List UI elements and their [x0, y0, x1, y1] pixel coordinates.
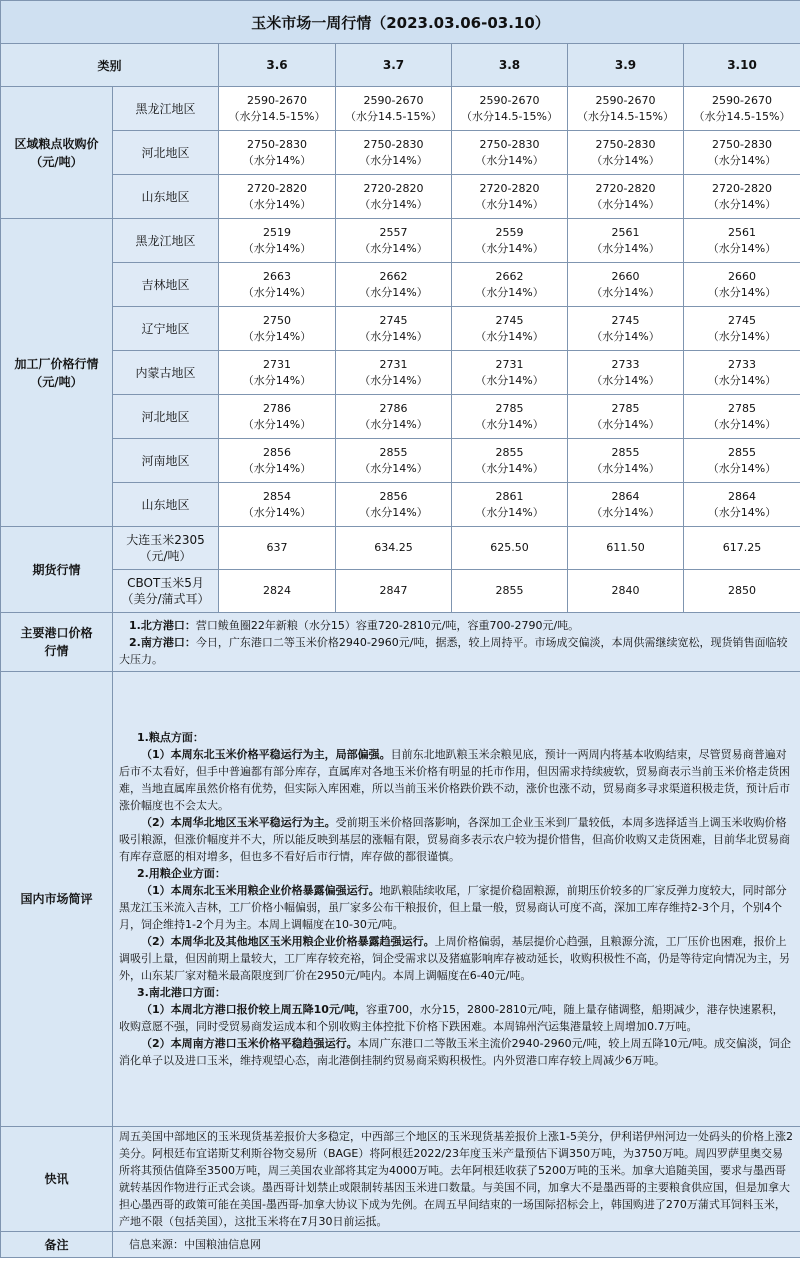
region-name: 山东地区: [113, 175, 219, 219]
price-cell: [336, 307, 452, 351]
price-cell: [336, 219, 452, 263]
contract-name-line: （美分/蒲式耳）: [121, 592, 210, 606]
moisture-note: （水分14%）: [591, 329, 660, 343]
price-value: 2786: [379, 401, 408, 415]
price-value: 2561: [728, 225, 756, 239]
futures-value: 611.50: [568, 527, 684, 570]
section-label-line: 主要港口价格: [20, 626, 93, 640]
contract-name: [113, 527, 219, 570]
futures-value: 2850: [684, 570, 800, 613]
commentary-paragraph: [119, 1035, 794, 1069]
price-cell: [452, 307, 568, 351]
price-cell: [684, 351, 800, 395]
price-cell: [684, 219, 800, 263]
moisture-note: （水分14%）: [591, 417, 660, 431]
news-row: [1, 1127, 800, 1232]
moisture-note: （水分14%）: [707, 461, 777, 475]
moisture-note: （水分14%）: [707, 417, 777, 431]
price-value: 2750-2830: [479, 137, 540, 151]
commentary-paragraph: [119, 814, 794, 865]
price-value: 2731: [495, 357, 524, 371]
price-value: 2559: [495, 225, 524, 239]
price-cell: [568, 351, 684, 395]
price-cell: [336, 175, 452, 219]
moisture-note: （水分14%）: [242, 241, 312, 255]
paragraph-lead: （2）本周南方港口玉米价格平稳趋强运行。: [141, 1037, 358, 1050]
region-name: 吉林地区: [113, 263, 219, 307]
futures-label: 期货行情: [1, 527, 113, 613]
moisture-note: （水分14%）: [242, 505, 312, 519]
price-value: 2660: [728, 269, 756, 283]
price-cell: [568, 175, 684, 219]
header-date: 3.7: [336, 44, 452, 87]
price-cell: [336, 87, 452, 131]
price-value: 2861: [495, 489, 524, 503]
section-label-line: 加工厂价格行情: [14, 356, 99, 371]
price-value: 2590-2670: [247, 93, 307, 107]
price-cell: [568, 483, 684, 527]
moisture-note: （水分14%）: [707, 153, 777, 167]
moisture-note: （水分14%）: [475, 373, 544, 387]
price-value: 2786: [263, 401, 291, 415]
price-cell: [684, 263, 800, 307]
commentary-paragraph: [119, 882, 794, 933]
price-cell: [336, 351, 452, 395]
price-cell: [336, 395, 452, 439]
price-cell: [219, 439, 336, 483]
moisture-note: （水分14.5-15%）: [345, 109, 442, 123]
price-value: 2733: [728, 357, 756, 371]
price-value: 2660: [611, 269, 640, 283]
moisture-note: （水分14%）: [707, 373, 777, 387]
section-label-line: （元/吨）: [30, 154, 83, 169]
price-cell: [336, 439, 452, 483]
price-cell: [452, 351, 568, 395]
moisture-note: （水分14.5-15%）: [228, 109, 326, 123]
price-cell: [568, 87, 684, 131]
price-value: 2519: [263, 225, 291, 239]
price-cell: [452, 439, 568, 483]
commentary-heading: 3.南北港口方面：: [137, 986, 226, 999]
moisture-note: （水分14%）: [359, 197, 428, 211]
commentary-heading: 2.用粮企业方面：: [137, 867, 226, 880]
price-row: [1, 175, 800, 219]
moisture-note: （水分14%）: [707, 329, 777, 343]
moisture-note: （水分14%）: [359, 417, 428, 431]
futures-value: 617.25: [684, 527, 800, 570]
moisture-note: （水分14%）: [242, 373, 312, 387]
remarks-label: 备注: [1, 1232, 113, 1258]
header-date: 3.10: [684, 44, 800, 87]
price-cell: [684, 87, 800, 131]
port-lead: 2.南方港口：: [129, 635, 196, 649]
price-value: 2663: [263, 269, 291, 283]
price-value: 2662: [379, 269, 408, 283]
futures-row: [1, 527, 800, 570]
news-paragraph: 周五美国中部地区的玉米现货基差报价大多稳定，中西部三个地区的玉米现货基差报价上涨1-5美分，伊利诺伊州河边一处码头的价格上涨2美分。阿根廷布宜诺斯艾利斯谷物交易所（BAGE）将阿根廷2022/23年度玉米产量预估下调350万吨，为3750万吨。周四罗萨里奥交易所将其预估值降至3500万吨，周三美国农业部将其定为4000万吨。去年阿根廷收获了5200万吨的玉米。加拿大追随美国，要求与墨西哥就转基因作物进行正式会谈。墨西哥计划禁止或限制转基因玉米进口数量。与美国不同，加拿大不是墨西哥的主要粮食供应国，但是加拿大担心墨西哥的政策可能在美国-墨西哥-加拿大协议下成为先例。在周五早间结束的一场国际招标会上，韩国购进了270万蒲式耳饲料玉米，产地不限（包括美国），这批玉米将在7月30日前运抵。: [119, 1130, 793, 1228]
price-value: 2855: [495, 445, 524, 459]
moisture-note: （水分14%）: [475, 197, 544, 211]
price-value: 2590-2670: [595, 93, 656, 107]
price-row: [1, 483, 800, 527]
moisture-note: （水分14%）: [591, 505, 660, 519]
moisture-note: （水分14%）: [359, 329, 428, 343]
price-value: 2750-2830: [247, 137, 307, 151]
price-cell: [219, 87, 336, 131]
price-row: [1, 395, 800, 439]
price-value: 2590-2670: [712, 93, 772, 107]
region-name: 内蒙古地区: [113, 351, 219, 395]
price-cell: [219, 131, 336, 175]
commentary-label: 国内市场简评: [1, 672, 113, 1127]
moisture-note: （水分14%）: [591, 373, 660, 387]
price-cell: [568, 219, 684, 263]
price-cell: [452, 395, 568, 439]
region-name: 辽宁地区: [113, 307, 219, 351]
moisture-note: （水分14%）: [359, 461, 428, 475]
commentary-text: [113, 672, 800, 1127]
price-value: 2720-2820: [595, 181, 656, 195]
price-value: 2864: [611, 489, 640, 503]
price-cell: [568, 263, 684, 307]
commentary-heading: 1.粮点方面：: [137, 731, 204, 744]
price-value: 2745: [379, 313, 408, 327]
price-row: [1, 87, 800, 131]
paragraph-lead: （2）本周华北地区玉米平稳运行为主。: [141, 816, 336, 829]
moisture-note: （水分14%）: [707, 285, 777, 299]
price-value: 2561: [611, 225, 640, 239]
futures-value: 634.25: [336, 527, 452, 570]
price-value: 2785: [495, 401, 524, 415]
price-row: [1, 263, 800, 307]
futures-row: [1, 570, 800, 613]
price-cell: [452, 87, 568, 131]
region-name: 河北地区: [113, 395, 219, 439]
header-category: 类别: [1, 44, 219, 87]
moisture-note: （水分14%）: [591, 153, 660, 167]
price-cell: [684, 131, 800, 175]
price-cell: [219, 307, 336, 351]
moisture-note: （水分14%）: [475, 285, 544, 299]
moisture-note: （水分14%）: [475, 461, 544, 475]
price-value: 2590-2670: [363, 93, 424, 107]
ports-label: [1, 613, 113, 672]
commentary-row: [1, 672, 800, 1127]
futures-value: 2824: [219, 570, 336, 613]
price-value: 2864: [728, 489, 756, 503]
moisture-note: （水分14.5-15%）: [577, 109, 674, 123]
moisture-note: （水分14.5-15%）: [693, 109, 791, 123]
moisture-note: （水分14%）: [359, 505, 428, 519]
price-cell: [219, 219, 336, 263]
paragraph-body: 本周广东港口二等散玉米主流价2940-2960元/吨，较上周五降10元/吨。成交偏淡，饲企消化单子以及进口玉米，维持观望心态，南北港倒挂制约贸易商采购积极性。内外贸港口库存较上周减少6万吨。: [119, 1037, 792, 1067]
header-date: 3.9: [568, 44, 684, 87]
region-name: 河北地区: [113, 131, 219, 175]
price-value: 2854: [263, 489, 291, 503]
header-date: 3.6: [219, 44, 336, 87]
moisture-note: （水分14%）: [242, 417, 312, 431]
futures-value: 637: [219, 527, 336, 570]
price-value: 2720-2820: [712, 181, 772, 195]
processing-plant-label: [1, 219, 113, 527]
price-value: 2731: [379, 357, 408, 371]
futures-value: 625.50: [452, 527, 568, 570]
price-row: [1, 351, 800, 395]
moisture-note: （水分14.5-15%）: [461, 109, 558, 123]
moisture-note: （水分14%）: [475, 505, 544, 519]
price-value: 2750-2830: [363, 137, 424, 151]
moisture-note: （水分14%）: [707, 197, 777, 211]
price-value: 2856: [263, 445, 291, 459]
price-value: 2662: [495, 269, 524, 283]
header-date: 3.8: [452, 44, 568, 87]
price-value: 2745: [495, 313, 524, 327]
price-value: 2750-2830: [595, 137, 656, 151]
paragraph-lead: （2）本周华北及其他地区玉米用粮企业价格暴露趋强运行。: [141, 935, 435, 948]
moisture-note: （水分14%）: [359, 373, 428, 387]
price-cell: [219, 483, 336, 527]
moisture-note: （水分14%）: [242, 329, 312, 343]
price-row: [1, 219, 800, 263]
remarks-row: [1, 1232, 800, 1258]
commentary-paragraph: [119, 933, 794, 984]
ports-text: [113, 613, 800, 672]
port-line: [119, 617, 794, 634]
price-cell: [336, 263, 452, 307]
remarks-text: 信息来源：中国粮油信息网: [113, 1232, 800, 1258]
price-cell: [452, 131, 568, 175]
price-value: 2785: [728, 401, 756, 415]
region-name: 山东地区: [113, 483, 219, 527]
price-value: 2785: [611, 401, 640, 415]
section-label-line: 区域粮点收购价: [14, 136, 99, 151]
port-lead: 1.北方港口：: [129, 618, 196, 632]
price-cell: [568, 131, 684, 175]
region-name: 黑龙江地区: [113, 87, 219, 131]
ports-row: [1, 613, 800, 672]
moisture-note: （水分14%）: [707, 505, 777, 519]
price-cell: [452, 175, 568, 219]
price-cell: [219, 175, 336, 219]
paragraph-lead: （1）本周东北玉米用粮企业价格暴露偏强运行。: [141, 884, 380, 897]
price-value: 2750-2830: [712, 137, 772, 151]
contract-name-line: （元/吨）: [139, 549, 192, 563]
regional-purchase-label: [1, 87, 113, 219]
section-label-line: （元/吨）: [30, 374, 83, 389]
contract-name-line: CBOT玉米5月: [127, 576, 204, 590]
price-value: 2590-2670: [479, 93, 540, 107]
paragraph-body: 目前东北地趴粮玉米余粮见底，预计一两周内将基本收购结束，尽管贸易商普遍对后市不太看好，但手中普遍都有部分库存，直属库对各地玉米价格有明显的托市作用，但因需求持续疲软，贸易商表示当前玉米价格走货困难，当地直属库虽然价格有优势，但实际入库困难，所以当前玉米价格跌价跌不动，涨价也涨不动，贸易商多寻求渠道积极走货，预计后市涨价幅度也不会太大。: [119, 748, 790, 812]
price-cell: [568, 307, 684, 351]
price-value: 2856: [379, 489, 408, 503]
price-cell: [684, 307, 800, 351]
price-value: 2745: [728, 313, 756, 327]
price-value: 2750: [263, 313, 291, 327]
paragraph-lead: （1）本周东北玉米价格平稳运行为主，局部偏强。: [141, 748, 391, 761]
contract-name-line: 大连玉米2305: [126, 533, 205, 547]
futures-value: 2840: [568, 570, 684, 613]
news-text: [113, 1127, 800, 1232]
moisture-note: （水分14%）: [475, 241, 544, 255]
header-row: [1, 44, 800, 87]
port-text: 营口鲅鱼圈22年新粮（水分15）容重720-2810元/吨，容重700-2790元/吨。: [195, 618, 580, 632]
paragraph-body: 地趴粮陆续收尾，厂家提价稳固粮源，前期压价较多的厂家反弹力度较大，同时部分黑龙江玉米流入吉林，工厂价格小幅偏弱，虽厂家多公布干粮报价，但上量一般，贸易商认可度不高，深加工库存维持2-3个月，个别4个月，饲企维持1-2个月为主。本周上调幅度在10-30元/吨。: [119, 884, 787, 931]
price-value: 2733: [611, 357, 640, 371]
moisture-note: （水分14%）: [242, 197, 312, 211]
price-value: 2720-2820: [363, 181, 424, 195]
price-value: 2745: [611, 313, 640, 327]
moisture-note: （水分14%）: [475, 153, 544, 167]
moisture-note: （水分14%）: [475, 417, 544, 431]
paragraph-body: 容重700，水分15，2800-2810元/吨，随上量存储调整，船期减少，港存快速累积，收购意愿不强，同时受贸易商发运成本和个别收购主体控批下价格下跌困难。本周锦州汽运集港量较上周增加0.7万吨。: [119, 1003, 784, 1033]
region-name: 河南地区: [113, 439, 219, 483]
moisture-note: （水分14%）: [591, 241, 660, 255]
price-cell: [568, 439, 684, 483]
moisture-note: （水分14%）: [707, 241, 777, 255]
price-cell: [684, 175, 800, 219]
moisture-note: （水分14%）: [359, 241, 428, 255]
commentary-paragraph: [119, 1001, 794, 1035]
price-cell: [219, 395, 336, 439]
price-row: [1, 131, 800, 175]
port-line: [119, 634, 794, 668]
price-cell: [452, 263, 568, 307]
price-cell: [336, 131, 452, 175]
moisture-note: （水分14%）: [242, 153, 312, 167]
region-name: 黑龙江地区: [113, 219, 219, 263]
title-row: [1, 1, 800, 44]
futures-value: 2855: [452, 570, 568, 613]
section-label-line: 行情: [44, 644, 69, 658]
moisture-note: （水分14%）: [591, 461, 660, 475]
price-cell: [336, 483, 452, 527]
moisture-note: （水分14%）: [242, 285, 312, 299]
moisture-note: （水分14%）: [591, 197, 660, 211]
price-value: 2731: [263, 357, 291, 371]
moisture-note: （水分14%）: [359, 285, 428, 299]
price-row: [1, 307, 800, 351]
contract-name: [113, 570, 219, 613]
price-cell: [568, 395, 684, 439]
port-text: 今日，广东港口二等玉米价格2940-2960元/吨，据悉，较上周持平。市场成交偏淡，本周供需继续宽松，现货销售面临较大压力。: [119, 635, 788, 666]
price-value: 2720-2820: [247, 181, 307, 195]
price-value: 2557: [379, 225, 408, 239]
paragraph-body: 上周价格偏弱，基层提价心趋强，且粮源分流，工厂压价也困难，报价上调吸引上量，但因前期上量较大，工厂库存较充裕，饲企受需求以及猪瘟影响库存被动延长，收购积极性不高，仍是等待定向情况为主，另外，山东某厂家对糙米最高限度到厂价在2950元/吨内。本周上调幅度在6-40元/吨。: [119, 935, 790, 982]
paragraph-lead: （1）本周北方港口报价较上周五降10元/吨，: [141, 1003, 366, 1016]
price-value: 2720-2820: [479, 181, 540, 195]
price-value: 2855: [728, 445, 756, 459]
price-cell: [684, 483, 800, 527]
price-cell: [684, 395, 800, 439]
price-cell: [452, 483, 568, 527]
moisture-note: （水分14%）: [591, 285, 660, 299]
price-cell: [219, 263, 336, 307]
paragraph-body: 受前期玉米价格回落影响，各深加工企业玉米到厂量较低，本周多选择适当上调玉米收购价格吸引粮源，但涨价幅度并不大，所以能反映到基层的涨幅有限，贸易商多表示农户较为提价惜售，但高价收购又走货困难，目前华北贸易商有库存意愿的相对增多，但也多不看好后市行情，库存做的都很谨慎。: [119, 816, 790, 863]
news-label: 快讯: [1, 1127, 113, 1232]
price-cell: [452, 219, 568, 263]
commentary-paragraph: [119, 746, 794, 814]
moisture-note: （水分14%）: [242, 461, 312, 475]
moisture-note: （水分14%）: [359, 153, 428, 167]
report-title: 玉米市场一周行情（2023.03.06-03.10）: [1, 1, 800, 44]
price-cell: [684, 439, 800, 483]
futures-value: 2847: [336, 570, 452, 613]
price-row: [1, 439, 800, 483]
price-value: 2855: [379, 445, 408, 459]
price-value: 2855: [611, 445, 640, 459]
price-cell: [219, 351, 336, 395]
moisture-note: （水分14%）: [475, 329, 544, 343]
